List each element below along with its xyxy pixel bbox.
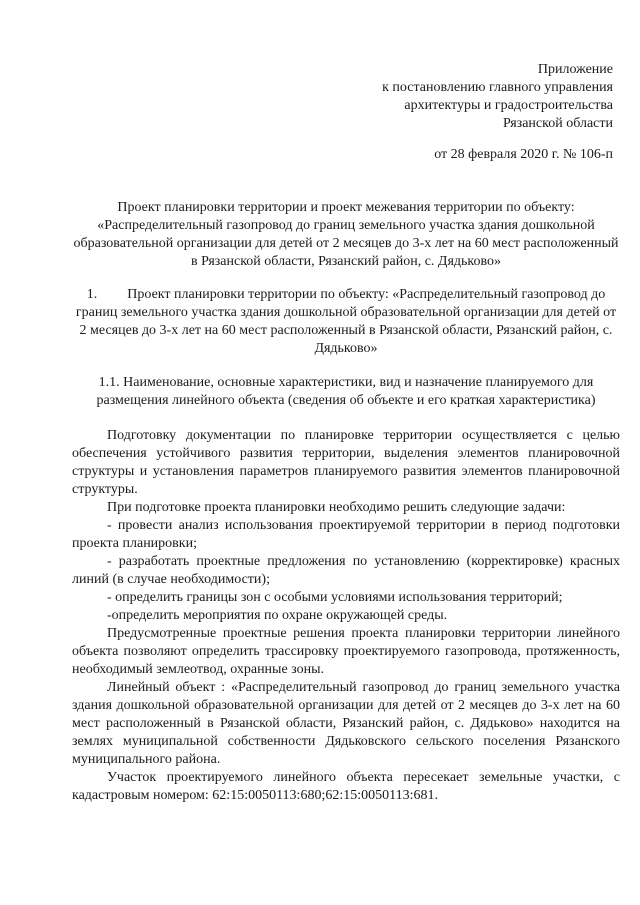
header-line: Рязанской области [502, 116, 613, 131]
header-line: к постановлению главного управления [382, 80, 613, 95]
list-item-paragraph: - разработать проектные предложения по установлению (корректировке) красных линий (в случае необходимости); [72, 554, 620, 587]
section-1-1-heading [72, 374, 620, 410]
list-item-paragraph: - провести анализ использования проектируемой территории в период подготовки проекта планировки; [72, 518, 620, 551]
section-1-1-number: 1.1. [98, 375, 120, 390]
section-1-heading-text: Проект планировки территории по объекту: «Распределительный газопровод до границ земельного участка здания дошкольной образовательной организации для детей от 2 месяцев до 3-х лет на 60 мест расположенный в Рязанской области, Рязанский район, с. Дядьково» [75, 287, 617, 356]
approval-header [72, 61, 620, 133]
date-line: от 28 февраля 2020 г. № 106-п [434, 147, 613, 162]
section-1-heading [72, 286, 620, 358]
paragraph: Подготовку документации по планировке территории осуществляется с целью обеспечения устойчивого развития территории, выделения элементов планировочной структуры и установления параметров планируемого развития элементов планировочной структуры. [72, 428, 620, 497]
header-line: Приложение [537, 62, 613, 77]
list-item-paragraph: - определить границы зон с особыми условиями использования территорий; [107, 590, 563, 605]
section-1-1-heading-text: Наименование, основные характеристики, вид и назначение планируемого для размещения линейного объекта (сведения об объекте и его краткая характеристика) [96, 375, 596, 408]
paragraph: Участок проектируемого линейного объекта пересекает земельные участки, с кадастровым номером: 62:15:0050113:680;62:15:0050113:681. [72, 770, 620, 803]
list-item-paragraph: -определить мероприятия по охране окружающей среды. [107, 608, 448, 623]
body-text [72, 427, 620, 805]
paragraph: Линейный объект : «Распределительный газопровод до границ земельного участка здания дошкольной образовательной организации для детей от 2 месяцев до 3-х лет на 60 мест расположенный в Рязанской области, Рязанский район, с. Дядьково» находится на землях муниципальной собственности Дядьковского сельского поселения Рязанского муниципального района. [72, 680, 620, 767]
paragraph: Предусмотренные проектные решения проекта планировки территории линейного объекта позволяют определить трассировку проектируемого газопровода, протяженность, необходимый землеотвод, охранные зоны. [72, 626, 620, 677]
paragraph: При подготовке проекта планировки необходимо решить следующие задачи: [107, 500, 566, 515]
document-title: Проект планировки территории и проект межевания территории по объекту: «Распределительный газопровод до границ земельного участка здания дошкольной образовательной организации для детей от 2 месяцев до 3-х лет на 60 мест расположенный в Рязанской области, Рязанский район, с. Дядьково» [73, 200, 619, 269]
header-line: архитектуры и градостроительства [404, 98, 613, 113]
section-1-number: 1. [86, 287, 98, 302]
